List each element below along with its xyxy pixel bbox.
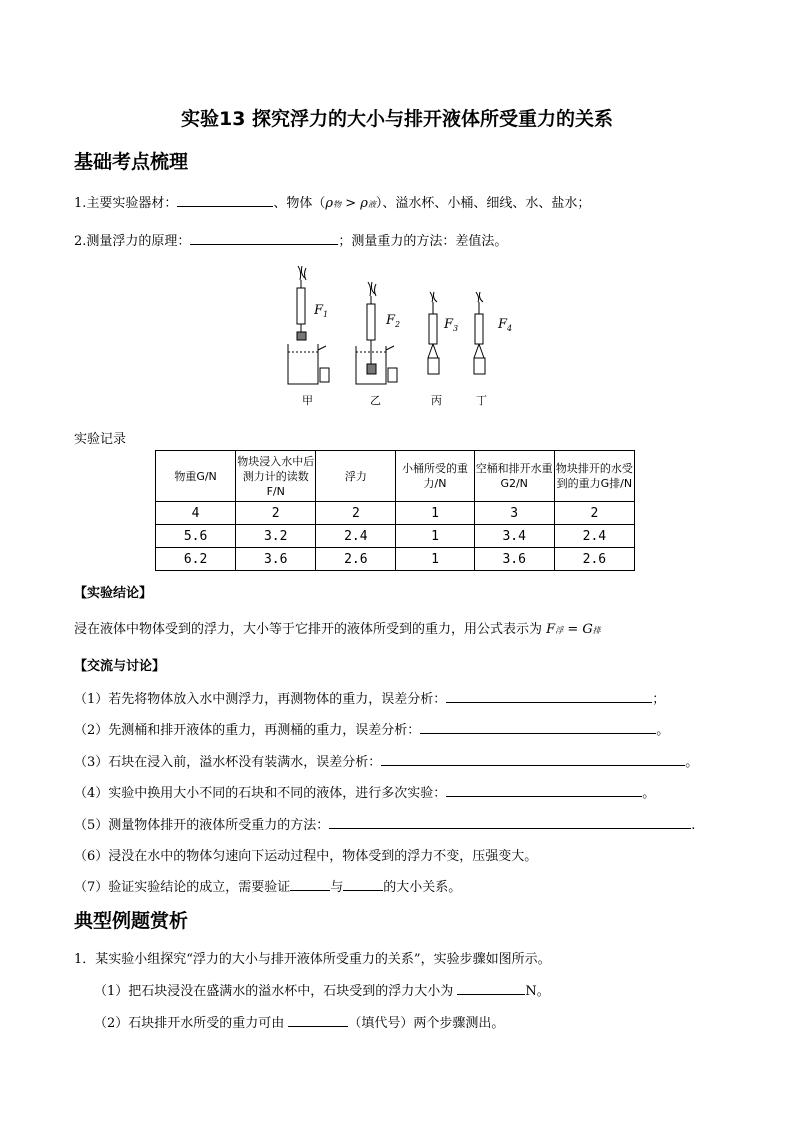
conclusion [74,618,601,637]
record-label: 实验记录 [74,432,127,447]
example-intro: 1．某实验小组探究“浮力的大小与排开液体所受重力的关系”，实验步骤如图所示。 [74,952,551,967]
discussion-end: 。 [656,723,670,738]
svg-text:F3 [443,317,458,333]
discussion-blank-3[interactable] [381,753,685,766]
discussion-item-3 [74,751,698,770]
svg-text:F2 [385,313,400,329]
table-cell: 2.4 [316,525,396,548]
formula-eq: = [563,622,583,637]
table-cell: 2 [316,502,396,525]
discussion-blank-4[interactable] [446,784,642,797]
formula-F-sub: 浮 [555,626,564,635]
discussion-label: 【交流与讨论】 [74,659,166,674]
discussion-mid: 与 [330,880,344,895]
q2-suffix: ；测量重力的方法：差值法。 [338,234,508,249]
discussion-item-4 [74,782,655,801]
discussion-end: 。 [685,755,699,770]
discussion-item-6 [74,845,537,864]
discussion-text: （2）先测桶和排开液体的重力，再测桶的重力，误差分析： [74,723,421,738]
table-cell: 2 [554,502,634,525]
rho-liquid-sub: 液 [367,200,376,209]
gt-sign: > [341,196,361,211]
discussion-end: 。 [642,786,656,801]
table-cell: 3.2 [236,525,316,548]
discussion-text: （3）石块在浸入前，溢水杯没有装满水，误差分析： [74,755,382,770]
discussion-text: （4）实验中换用大小不同的石块和不同的液体，进行多次实验： [74,786,447,801]
table-cell: 2.6 [554,548,634,571]
discussion-text: （5）测量物体排开的液体所受重力的方法： [74,818,330,833]
question-1 [74,192,590,211]
example-p2-end: （填代号）两个步骤测出。 [348,1016,505,1031]
discussion-text: （6）浸没在水中的物体匀速向下运动过程中，物体受到的浮力不变，压强变大。 [74,849,538,864]
table-header: 空桶和排开水重G2/N [474,451,554,502]
discussion-item-2 [74,719,669,738]
q1-blank[interactable] [177,194,273,207]
table-cell: 2.4 [554,525,634,548]
rho-object-sub: 物 [333,200,342,209]
force-label-2: F [386,313,396,328]
discussion-blank-5[interactable] [329,816,691,829]
example-p2-text: （2）石块排开水所受的重力可由 [94,1016,289,1031]
figure-label-jia: 甲 [302,394,313,407]
force-sub-3: 3 [453,324,459,333]
force-sub-4: 4 [507,324,513,333]
discussion-blank-7b[interactable] [343,878,383,891]
discussion-blank-1[interactable] [446,690,652,703]
figure-label-yi: 乙 [370,394,381,407]
discussion-end: ； [652,692,666,707]
discussion-end: 的大小关系。 [383,880,462,895]
setup-ding [474,292,485,374]
table-cell: 5.6 [156,525,236,548]
example-part-2 [94,1012,504,1031]
q2-blank[interactable] [190,232,338,245]
formula-G: G [582,622,593,637]
table-header: 物块浸入水中后测力计的读数F/N [236,451,316,502]
discussion-item-5 [74,814,695,833]
setup-yi [356,282,397,384]
table-cell: 4 [156,502,236,525]
table-header: 物块排开的水受到的重力G排/N [554,451,634,502]
force-sub-2: 2 [395,320,401,329]
experiment-figure [280,262,530,410]
question-2 [74,230,507,249]
conclusion-label: 【实验结论】 [74,586,153,601]
section-heading-examples: 典型例题赏析 [74,910,189,932]
example-p1-end: N。 [525,984,550,999]
example-blank-2[interactable] [288,1014,348,1027]
discussion-text: （1）若先将物体放入水中测浮力，再测物体的重力，误差分析： [74,692,447,707]
page-title: 实验13 探究浮力的大小与排开液体所受重力的关系 [180,108,614,130]
table-cell: 3.6 [236,548,316,571]
setup-bing [428,292,439,374]
table-header: 小桶所受的重力/N [396,451,474,502]
table-cell: 2.6 [316,548,396,571]
force-label-3: F [444,317,454,332]
q1-mid: 、物体（ [273,196,326,211]
table-cell: 6.2 [156,548,236,571]
svg-text:F1 [313,303,328,319]
table-header: 浮力 [316,451,396,502]
discussion-blank-7a[interactable] [290,878,330,891]
table-row [156,525,635,548]
example-p1-text: （1）把石块浸没在盛满水的溢水杯中，石块受到的浮力大小为 [94,984,458,999]
figure-label-ding: 丁 [476,394,487,407]
table-header-row [156,451,635,502]
force-label-4: F [498,317,508,332]
example-part-1 [94,980,550,999]
figure-label-bing: 丙 [431,394,442,407]
table-row [156,502,635,525]
q1-suffix: ）、溢水杯、小桶、细线、水、盐水； [375,196,591,211]
table-row [156,548,635,571]
table-cell: 2 [236,502,316,525]
table-header: 物重G/N [156,451,236,502]
table-cell: 3.4 [474,525,554,548]
experiment-record-table [155,450,635,571]
formula-F: F [546,622,556,637]
rho-liquid-symbol: ρ [360,196,368,211]
discussion-blank-2[interactable] [420,721,656,734]
table-cell: 1 [396,548,474,571]
force-sub-1: 1 [323,310,329,319]
table-cell: 3.6 [474,548,554,571]
q2-prefix: 2.测量浮力的原理： [74,234,191,249]
q1-prefix: 1.主要实验器材： [74,196,178,211]
rho-object-symbol: ρ [325,196,334,211]
discussion-item-7 [74,876,461,895]
discussion-text: （7）验证实验结论的成立，需要验证 [74,880,291,895]
example-blank-1[interactable] [457,982,525,995]
section-heading-basics: 基础考点梳理 [74,151,189,173]
force-label-1: F [314,303,324,318]
conclusion-text: 浸在液体中物体受到的浮力，大小等于它排开的液体所受到的重力，用公式表示为 [74,622,543,637]
discussion-end: . [691,818,696,833]
table-cell: 1 [396,525,474,548]
table-cell: 1 [396,502,474,525]
formula-G-sub: 排 [592,626,601,635]
setup-jia [288,266,329,384]
discussion-item-1 [74,688,665,707]
table-cell: 3 [474,502,554,525]
svg-text:F4 [497,317,512,333]
